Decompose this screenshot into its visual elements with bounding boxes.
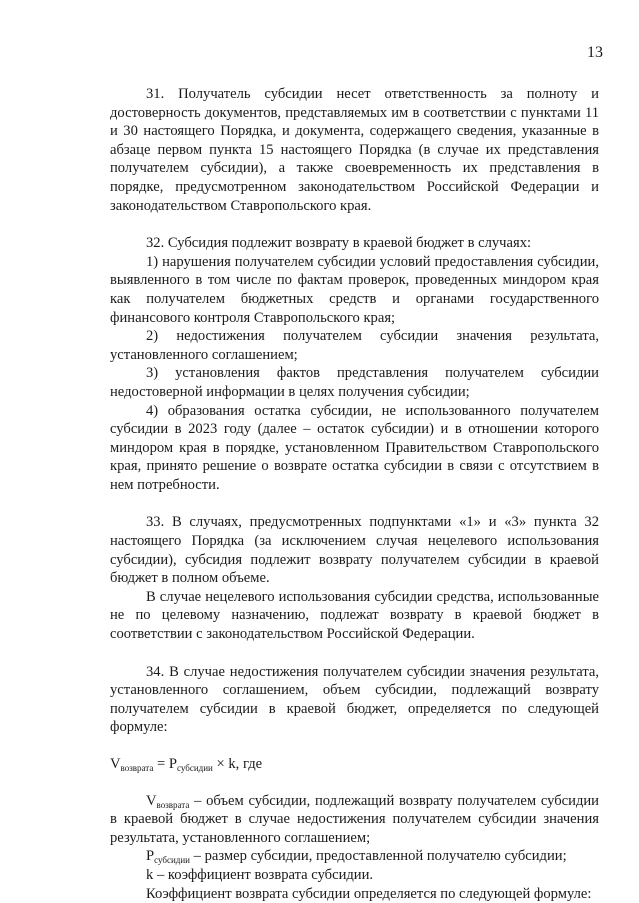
formula-p-sub: субсидии bbox=[177, 763, 213, 773]
definition-v bbox=[110, 792, 599, 848]
formula-tail: × k, где bbox=[212, 756, 263, 772]
formula-v-sub: возврата bbox=[120, 763, 154, 773]
def-p-text: – размер субсидии, предоставленной получателю субсидии; bbox=[189, 848, 567, 865]
paragraph-31: 31. Получатель субсидии несет ответственность за полноту и достоверность документов, представляемых им в соответствии с пунктами 11 и 30 настоящего Порядка, и документа, содержащего сведения, указанные в абзаце первом пункта 15 настоящего Порядка (в случае их представления получателем субсидии), а также своевременность их представления в порядке, предусмотренном законодательством Российской Федерации и законодательством Ставропольского края. bbox=[110, 86, 599, 214]
def-p-symbol: P bbox=[146, 848, 155, 865]
paragraph-33: 33. В случаях, предусмотренных подпунктами «1» и «3» пункта 32 настоящего Порядка (за исключением случая нецелевого использования субсидии), субсидия подлежит возврату получателем субсидии в краевой бюджет в полном объеме. bbox=[110, 514, 599, 587]
def-v-text: – объем субсидии, подлежащий возврату получателем субсидии в краевой бюджет в случае недостижения получателем субсидии значения результата, установленного соглашением; bbox=[110, 792, 599, 846]
return-formula bbox=[110, 755, 599, 774]
page-number: 13 bbox=[587, 44, 603, 61]
paragraph-last: Коэффициент возврата субсидии определяется по следующей формуле: bbox=[146, 885, 592, 902]
document-body bbox=[110, 85, 599, 903]
definition-p bbox=[110, 847, 599, 866]
formula-v: V bbox=[110, 756, 121, 772]
formula-eq: = P bbox=[153, 756, 177, 772]
def-v-symbol: V bbox=[146, 792, 157, 809]
paragraph-32-item-3: 3) установления фактов представления получателем субсидии недостоверной информации в целях получения субсидии; bbox=[110, 365, 599, 400]
paragraph-32-item-4: 4) образования остатка субсидии, не использованного получателем субсидии в 2023 году (далее – остаток субсидии) и в отношении которого миндором края в порядке, установленном Правительством Ставропольского края, принято решение о возврате остатка субсидии в связи с отсутствием в нем потребности. bbox=[110, 402, 599, 493]
paragraph-33-b: В случае нецелевого использования субсидии средства, использованные не по целевому назначению, подлежат возврату в краевой бюджет в соответствии с законодательством Российской Федерации. bbox=[110, 588, 599, 643]
definition-k: k – коэффициент возврата субсидии. bbox=[146, 866, 374, 883]
paragraph-32-item-1: 1) нарушения получателем субсидии условий предоставления субсидии, выявленного в том числе по фактам проверок, проведенных миндором края как получателем бюджетных средств и органами государственного финансового контроля Ставропольского края; bbox=[110, 253, 599, 326]
def-v-sub: возврата bbox=[156, 799, 190, 810]
paragraph-34: 34. В случае недостижения получателем субсидии значения результата, установленного соглашением, объем субсидии, подлежащий возврату получателем субсидии в краевой бюджет, определяется по следующей формуле: bbox=[110, 663, 599, 736]
def-p-sub: субсидии bbox=[154, 855, 190, 866]
paragraph-32-item-2: 2) недостижения получателем субсидии значения результата, установленного соглашением; bbox=[110, 328, 599, 363]
paragraph-32-intro: 32. Субсидия подлежит возврату в краевой бюджет в случаях: bbox=[146, 235, 532, 252]
